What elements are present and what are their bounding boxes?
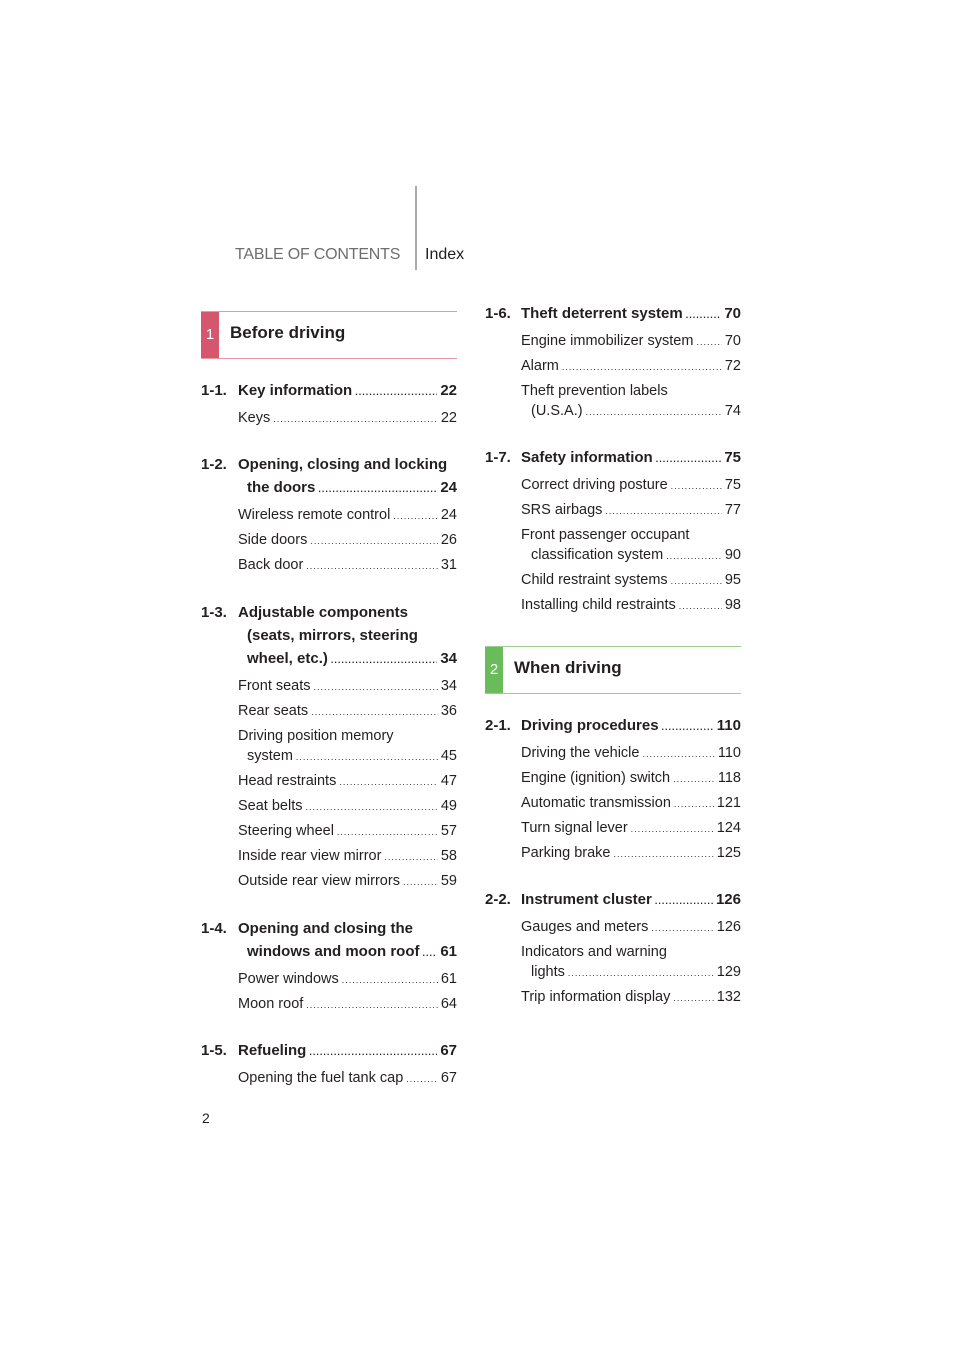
entry-title[interactable]: Front passenger occupant xyxy=(521,527,690,543)
toc-entry[interactable] xyxy=(238,410,457,426)
toc-entry[interactable] xyxy=(238,507,457,523)
toc-section-key-information[interactable] xyxy=(238,382,457,399)
section-number: 1-3. xyxy=(201,604,227,621)
entry-title: Engine immobilizer system xyxy=(521,333,694,349)
toc-entry[interactable] xyxy=(521,770,741,786)
page-ref: 75 xyxy=(724,449,741,466)
page-ref: 126 xyxy=(716,919,741,935)
toc-section-safety-information[interactable] xyxy=(521,449,741,466)
toc-entry[interactable] xyxy=(238,557,457,573)
page-ref: 34 xyxy=(440,678,457,694)
page-ref: 26 xyxy=(440,532,457,548)
section-title: Theft deterrent system xyxy=(521,305,683,322)
toc-entry[interactable] xyxy=(521,745,741,761)
toc-entry[interactable] xyxy=(521,989,741,1005)
entry-title: Turn signal lever xyxy=(521,820,628,836)
entry-title: Side doors xyxy=(238,532,308,548)
entry-title: Installing child restraints xyxy=(521,597,676,613)
toc-entry[interactable] xyxy=(238,532,457,548)
toc-entry[interactable] xyxy=(521,502,741,518)
entry-title-cont: system xyxy=(247,748,293,764)
chapter-banner-1[interactable] xyxy=(201,311,457,359)
toc-nav-link[interactable]: TABLE OF CONTENTS xyxy=(235,246,401,263)
toc-entry[interactable] xyxy=(521,919,741,935)
toc-section-refueling[interactable] xyxy=(238,1042,457,1059)
toc-entry[interactable] xyxy=(238,996,457,1012)
entry-title: SRS airbags xyxy=(521,502,603,518)
section-title: Driving procedures xyxy=(521,717,659,734)
page-ref: 67 xyxy=(440,1042,457,1059)
toc-section-adjustable-components[interactable] xyxy=(247,650,457,667)
toc-section-driving-procedures[interactable] xyxy=(521,717,741,734)
entry-title: Outside rear view mirrors xyxy=(238,873,400,889)
section-title[interactable]: Opening and closing the xyxy=(238,920,414,937)
toc-entry[interactable] xyxy=(531,964,741,980)
toc-entry[interactable] xyxy=(238,873,457,889)
section-title-cont: wheel, etc.) xyxy=(247,650,328,667)
toc-entry[interactable] xyxy=(238,798,457,814)
page-ref: 31 xyxy=(440,557,457,573)
page-ref: 24 xyxy=(440,479,457,496)
toc-entry[interactable] xyxy=(531,403,741,419)
page-ref: 126 xyxy=(715,891,741,908)
entry-title: Power windows xyxy=(238,971,339,987)
nav-divider xyxy=(415,186,417,270)
page-ref: 70 xyxy=(724,333,741,349)
entry-title: Seat belts xyxy=(238,798,303,814)
section-title-cont: the doors xyxy=(247,479,316,496)
page-ref: 22 xyxy=(440,410,457,426)
page-ref: 72 xyxy=(724,358,741,374)
page-ref: 77 xyxy=(724,502,741,518)
entry-title: Child restraint systems xyxy=(521,572,668,588)
page-ref: 59 xyxy=(440,873,457,889)
chapter-number-badge: 1 xyxy=(201,312,219,358)
page-ref: 57 xyxy=(440,823,457,839)
section-title[interactable]: Adjustable components xyxy=(238,604,409,621)
toc-entry[interactable] xyxy=(238,703,457,719)
page-ref: 24 xyxy=(440,507,457,523)
toc-entry[interactable] xyxy=(238,678,457,694)
entry-title: Rear seats xyxy=(238,703,309,719)
page-ref: 90 xyxy=(724,547,741,563)
page-ref: 36 xyxy=(440,703,457,719)
toc-entry[interactable] xyxy=(238,1070,457,1086)
page-ref: 45 xyxy=(440,748,457,764)
entry-title: Engine (ignition) switch xyxy=(521,770,671,786)
entry-title[interactable]: Indicators and warning xyxy=(521,944,667,960)
toc-entry[interactable] xyxy=(238,971,457,987)
toc-entry[interactable] xyxy=(238,823,457,839)
toc-entry[interactable] xyxy=(521,358,741,374)
page-ref: 61 xyxy=(440,943,457,960)
page-ref: 98 xyxy=(724,597,741,613)
toc-entry[interactable] xyxy=(521,572,741,588)
entry-title: Front seats xyxy=(238,678,311,694)
page-ref: 22 xyxy=(440,382,457,399)
chapter-title: When driving xyxy=(514,658,622,677)
section-title: Instrument cluster xyxy=(521,891,652,908)
section-number: 1-6. xyxy=(485,305,511,322)
page-ref: 58 xyxy=(440,848,457,864)
entry-title: Head restraints xyxy=(238,773,337,789)
toc-entry[interactable] xyxy=(521,597,741,613)
page-ref: 121 xyxy=(716,795,741,811)
chapter-title: Before driving xyxy=(230,323,346,342)
page-ref: 124 xyxy=(716,820,741,836)
page-ref: 95 xyxy=(724,572,741,588)
entry-title-cont: classification system xyxy=(531,547,664,563)
section-number: 1-2. xyxy=(201,456,227,473)
page-ref: 64 xyxy=(440,996,457,1012)
section-number: 2-2. xyxy=(485,891,511,908)
page-ref: 49 xyxy=(440,798,457,814)
toc-section-windows-moon-roof[interactable] xyxy=(247,943,457,960)
section-title-cont: windows and moon roof xyxy=(247,943,420,960)
entry-title: Steering wheel xyxy=(238,823,334,839)
section-title: Refueling xyxy=(238,1042,307,1059)
entry-title[interactable]: Driving position memory xyxy=(238,728,394,744)
toc-entry[interactable] xyxy=(238,848,457,864)
page-ref: 125 xyxy=(716,845,741,861)
page-ref: 129 xyxy=(716,964,741,980)
entry-title[interactable]: Theft prevention labels xyxy=(521,383,668,399)
toc-entry[interactable] xyxy=(521,820,741,836)
section-number: 1-5. xyxy=(201,1042,227,1059)
page-ref: 75 xyxy=(724,477,741,493)
toc-entry[interactable] xyxy=(238,773,457,789)
toc-entry[interactable] xyxy=(521,477,741,493)
page-ref: 34 xyxy=(440,650,457,667)
section-number: 1-1. xyxy=(201,382,227,399)
toc-entry[interactable] xyxy=(247,748,457,764)
page-ref: 47 xyxy=(440,773,457,789)
page-ref: 118 xyxy=(717,770,741,786)
entry-title: Driving the vehicle xyxy=(521,745,640,761)
index-nav-link[interactable]: Index xyxy=(425,246,465,263)
page-ref: 67 xyxy=(440,1070,457,1086)
page-ref: 110 xyxy=(716,717,741,734)
entry-title: Back door xyxy=(238,557,304,573)
entry-title: Trip information display xyxy=(521,989,671,1005)
section-title-cont[interactable]: (seats, mirrors, steering xyxy=(247,627,418,644)
chapter-number-badge: 2 xyxy=(485,647,503,693)
section-number: 2-1. xyxy=(485,717,511,734)
entry-title-cont: lights xyxy=(531,964,565,980)
section-title: Safety information xyxy=(521,449,653,466)
page-ref: 61 xyxy=(440,971,457,987)
page-ref: 74 xyxy=(724,403,741,419)
toc-entry[interactable] xyxy=(521,845,741,861)
entry-title: Keys xyxy=(238,410,271,426)
toc-section-instrument-cluster[interactable] xyxy=(521,891,741,908)
page-ref: 110 xyxy=(717,745,741,761)
entry-title: Opening the fuel tank cap xyxy=(238,1070,404,1086)
entry-title-cont: (U.S.A.) xyxy=(531,403,583,419)
page-ref: 70 xyxy=(724,305,741,322)
entry-title: Automatic transmission xyxy=(521,795,671,811)
entry-title: Gauges and meters xyxy=(521,919,649,935)
chapter-banner-2[interactable] xyxy=(485,646,741,694)
page-ref: 132 xyxy=(716,989,741,1005)
section-number: 1-7. xyxy=(485,449,511,466)
toc-entry[interactable] xyxy=(521,333,741,349)
entry-title: Inside rear view mirror xyxy=(238,848,382,864)
entry-title: Alarm xyxy=(521,358,559,374)
entry-title: Moon roof xyxy=(238,996,304,1012)
page-number: 2 xyxy=(202,1110,210,1126)
toc-entry[interactable] xyxy=(521,795,741,811)
entry-title: Parking brake xyxy=(521,845,611,861)
section-title: Key information xyxy=(238,382,353,399)
entry-title: Wireless remote control xyxy=(238,507,391,523)
section-title[interactable]: Opening, closing and locking xyxy=(238,456,448,473)
section-number: 1-4. xyxy=(201,920,227,937)
toc-section-opening-doors[interactable] xyxy=(247,479,457,496)
entry-title: Correct driving posture xyxy=(521,477,668,493)
toc-entry[interactable] xyxy=(531,547,741,563)
toc-section-theft-deterrent[interactable] xyxy=(521,305,741,322)
